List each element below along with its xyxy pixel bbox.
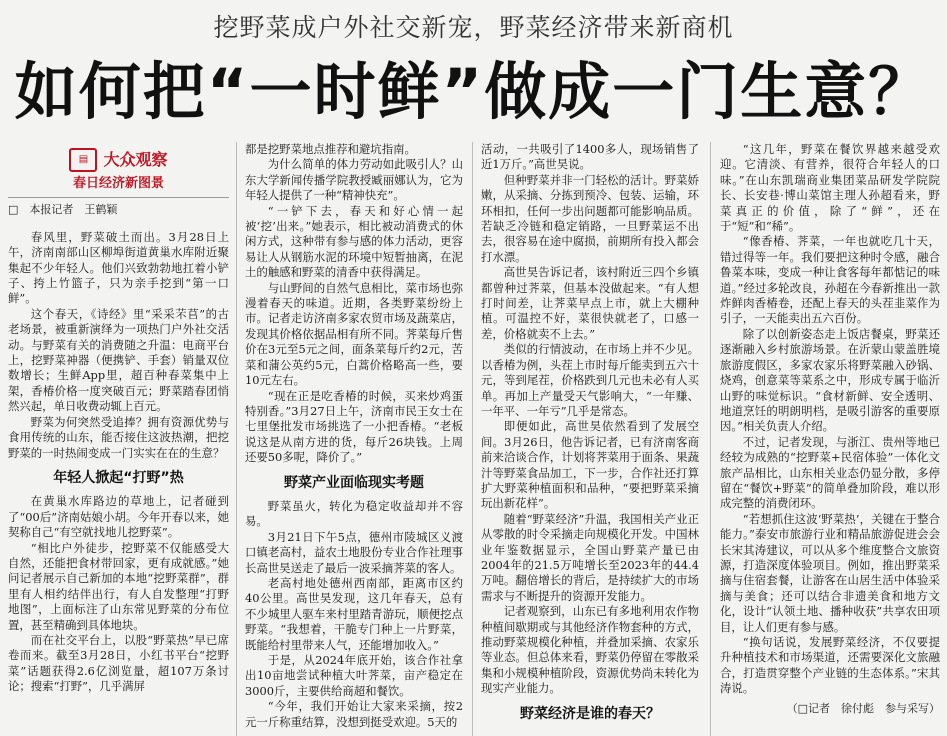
article-column-1 xyxy=(8,142,229,736)
paragraph: 与山野间的自然气息相比，菜市场也弥漫着春天的味道。近期，各类野菜纷纷上市。记者走访济南多家农贸市场及蔬菜店，发现其价格依据品相有所不同。荠菜每斤售价在3元至5元之间，面条菜每斤约2元，苦菜和蒲公英约5元，白蒿价格略高一些，要10元左右。 xyxy=(245,280,463,388)
section-heading: 野菜经济是谁的春天？ xyxy=(520,705,660,722)
paragraph: “一铲下去，春天和好心情一起被‘挖’出来。”她表示，相比被动消费式的休闲方式，这种带有参与感的体力活动，更容易让人从钢筋水泥的环境中短暂抽离，在泥土的触感和野菜的清香中获得满足。 xyxy=(245,203,463,280)
newspaper-icon: ▤ xyxy=(69,148,97,172)
paragraph: 在黄巢水库路边的草地上，记者碰到了“00后”济南姑娘小胡。今年开春以来，她契称自己“有空就找地儿挖野菜”。 xyxy=(8,494,229,540)
paragraph: “现在正是吃香椿的时候，买来炒鸡蛋特别香。”3月27日上午，济南市民王女士在七里堡批发市场挑选了一小把香椿。“老板说这是从南方进的货，每斤26块钱。上周还要50多呢，降价了。” xyxy=(245,388,463,465)
paragraph: “换句话说，发展野菜经济，不仅要提升种植技术和市场渠道，还需要深化文旅融合，打造贯穿整个产业链的生态体系。”宋其涛说。 xyxy=(720,635,940,696)
paragraph: 这个春天，《诗经》里“采采芣苢”的古老场景，被重新演绎为一项热门户外社交活动。与野菜有关的消费随之升温：电商平台上，挖野菜神器（便携铲、手套）销量双位数增长；生鲜App里，超百种春菜集中上架，香椿价格一度突破百元；野菜踏春团悄然兴起，单日收费动辄上百元。 xyxy=(8,306,229,414)
section-heading: 年轻人掀起“打野”热 xyxy=(53,469,184,486)
paragraph: 但种野菜并非一门轻松的活计。野菜娇嫩，从采摘、分拣到预冷、包装、运输，环环相扣，任何一步出问题都可能影响品质。若缺乏冷链和稳定销路，一旦野菜运不出去，很容易在途中腐损，前期所有投入都会打水漂。 xyxy=(481,172,699,264)
article-column-3 xyxy=(481,142,699,736)
paragraph: 记者观察到，山东已有多地利用农作物种植间歇期或与其他经济作物套种的方式，推动野菜规模化种植，并叠加采摘、农家乐等业态。但总体来看，野菜仍停留在零散采集和小规模种植阶段，资源优势尚未转化为现实产业能力。 xyxy=(481,604,699,696)
paragraph: 高世昊告诉记者，该村附近三四个乡镇都曾种过荠菜，但基本没做起来。“有人想打时间差，让荠菜早点上市，就上大棚种植。可温控不好，菜很快就老了，口感一差，价格就卖不上去。” xyxy=(481,265,699,341)
paragraph: 都是挖野菜地点推荐和避坑指南。 xyxy=(245,142,416,156)
headline: 如何把“一时鲜”做成一门生意？ xyxy=(14,55,933,128)
paragraph: 为什么简单的体力劳动如此吸引人？山东大学新闻传播学院教授臧丽娜认为，它为年轻人提供了一种“精神快充”。 xyxy=(245,157,463,203)
subheadline: 挖野菜成户外社交新宠，野菜经济带来新商机 xyxy=(213,13,734,42)
paragraph: “这几年，野菜在餐饮界越来越受欢迎。它清淡、有营养，很符合年轻人的口味。”在山东凯瑞商业集团菜品研发学院院长、长安巷·博山菜馆主理人孙超看来，野菜真正的价值，除了“鲜”，还在于“短”和“稀”。 xyxy=(720,142,940,234)
paragraph: 除了以创新姿态走上饭店餐桌，野菜还逐渐融入乡村旅游场景。在沂蒙山蒙盖胜境旅游度假区，多家农家乐将野菜融入砂锅、烧鸡，创意菜等菜系之中，形成专属于临沂山野的味觉标识。“食材新鲜、安全透明、地道烹饪的明朗明档，是吸引游客的重要原因。”相关负责人介绍。 xyxy=(720,326,940,434)
article-column-2 xyxy=(245,142,463,736)
paragraph: 即便如此，高世昊依然看到了发展空间。3月26日，他告诉记者，已有济南客商前来洽谈合作，计划将荠菜用于面条、果蔬汁等野菜食品加工，下一步，合作社还打算扩大野菜种植面积和品种，“要把野菜采摘玩出新花样”。 xyxy=(481,419,699,511)
column-logo-text: 大众观察 xyxy=(103,150,168,170)
column-logo xyxy=(8,148,229,172)
byline: □ 本报记者 王鹤颖 xyxy=(8,197,229,223)
article-column-4 xyxy=(720,142,940,736)
paragraph: “相比户外徒步，挖野菜不仅能感受大自然，还能把食材带回家，更有成就感。”她问记者展示自己新加的本地“挖野菜群”，群里有人相约结伴出行，有人自发整理“打野地图”，上面标注了山东常见野菜的分布位置，甚至精确到具体地块。 xyxy=(8,540,229,632)
paragraph: 活动，一共吸引了1400多人，现场销售了近1万斤。”高世昊说。 xyxy=(481,142,699,172)
paragraph: 野菜虽火，转化为稳定收益却并不容易。 xyxy=(245,498,463,529)
column-subtitle: 春日经济新图景 xyxy=(72,176,164,191)
paragraph: 野菜为何突然受追捧？拥有资源优势与食用传统的山东，能否接住这波热潮，把挖野菜的一时热闹变成一门实实在在的生意？ xyxy=(8,414,229,460)
paragraph: 春风里，野菜破土而出。3月28日上午，济南南部山区柳埠街道黄巢水库附近聚集起不少年轻人。他们兴致勃勃地扛着小铲子、挎上竹篮子，只为亲手挖到“第一口鲜”。 xyxy=(8,229,229,306)
paragraph: 老高村地处德州西南部，距离市区约40公里。高世昊发现，这几年春天，总有不少城里人驱车来村里踏青游玩，顺便挖点野菜。“我想着，干脆专门种上一片野菜，既能给村里带来人气，还能增加收入。” xyxy=(245,575,463,652)
section-heading: 野菜产业面临现实考题 xyxy=(284,474,424,491)
paragraph: 3月21日下午5点，德州市陵城区义渡口镇老高村，益农土地股份专业合作社理事长高世昊送走了最后一波采摘荠菜的客人。 xyxy=(245,529,463,575)
reporter-credit: （□记者 徐付彪 参与采写） xyxy=(786,701,940,715)
paragraph: 随着“野菜经济”升温，我国相关产业正从零散的时令采摘走向规模化开发。中国林业年鉴数据显示，全国山野菜产量已由2004年的21.5万吨增长至2023年的44.4万吨。翻倍增长的背后，是持续扩大的市场需求与不断提升的资源开发能力。 xyxy=(481,511,699,603)
paragraph: 于是，从2024年底开始，该合作社拿出10亩地尝试种植大叶荠菜，亩产稳定在3000斤，主要供给商超和餐饮。 xyxy=(245,653,463,698)
paragraph: 类似的行情波动，在市场上并不少见。以香椿为例，头茬上市时每斤能卖到五六十元，等到尾茬，价格跌到几元也未必有人买单。再加上产量受天气影响大，“一年赚、一年平、一年亏”几乎是常态。 xyxy=(481,342,699,418)
column-divider xyxy=(472,142,473,736)
paragraph: 而在社交平台上，以股“野菜热”早已席卷而来。截至3月28日，小红书平台“挖野菜”话题获得2.6亿浏览量，超107万条讨论；搜索“打野”，几乎满屏 xyxy=(8,632,229,694)
column-divider xyxy=(710,142,711,736)
paragraph: “若想抓住这波‘野菜热’，关键在于整合能力。”泰安市旅游行业和精品旅游促进会会长宋其涛建议，可以从多个维度整合文旅资源，打造深度体验项目。例如，推出野菜采摘与住宿套餐，让游客在山居生活中体验采摘与美食；还可以结合非遗美食和地方文化，设计“认领土地、播种收获”共享农田项目，让人们更有参与感。 xyxy=(720,511,940,634)
paragraph: “今年，我们开始让大家来采摘，按2元一斤称重结算，没想到挺受欢迎。5天的 xyxy=(245,699,463,729)
paragraph: 不过，记者发现，与浙江、贵州等地已经较为成熟的“挖野菜+民宿体验”一体化文旅产品相比，山东相关业态仍显分散，多停留在“餐饮+野菜”的简单叠加阶段，难以形成完整的消费闭环。 xyxy=(720,434,940,511)
paragraph: “像香椿、荠菜，一年也就吃几十天，错过得等一年。我们要把这种时令感，融合鲁菜本味，变成一种让食客每年都惦记的味道。”经过多轮改良，孙超在今春新推出一款炸鲜肉香椿卷，还配上春天的头茬韭菜作为引子，一天能卖出五六百份。 xyxy=(720,234,940,326)
column-divider xyxy=(236,142,237,736)
